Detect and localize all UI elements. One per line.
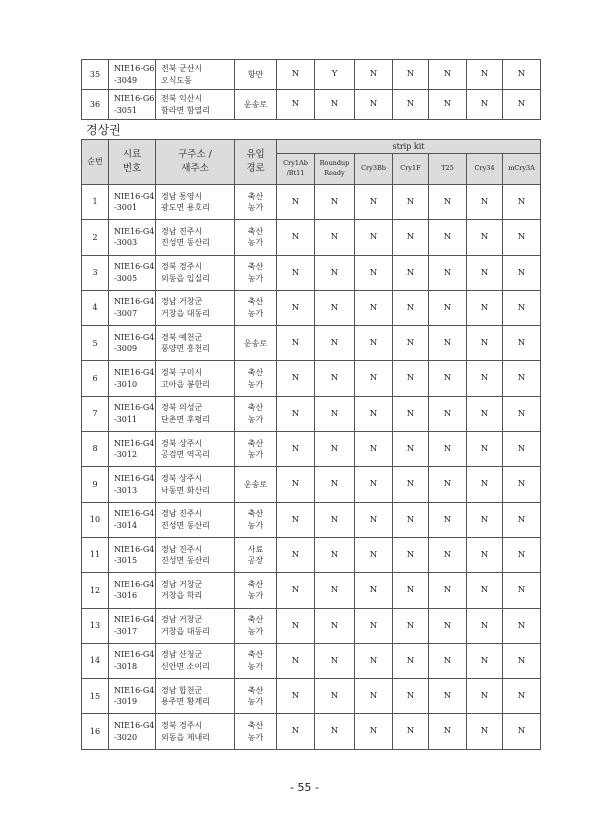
row-number: 7	[82, 396, 109, 431]
address: 경남 진주시 진성면 동산리	[156, 537, 235, 572]
result-cell: N	[429, 643, 467, 678]
result-cell: N	[467, 432, 503, 467]
inflow-route: 운송로	[235, 467, 277, 502]
result-cell: N	[355, 467, 393, 502]
address: 경남 거창군 거창읍 학리	[156, 573, 235, 608]
sample-id: NIE16-G6 -3051	[109, 90, 156, 120]
result-cell: Y	[315, 60, 355, 90]
result-cell: N	[503, 185, 541, 220]
inflow-route: 항만	[235, 60, 277, 90]
result-cell: N	[503, 679, 541, 714]
result-cell: N	[315, 361, 355, 396]
header-kit: Roundup Ready	[315, 154, 355, 185]
result-cell: N	[355, 432, 393, 467]
result-cell: N	[503, 290, 541, 325]
result-cell: N	[393, 537, 429, 572]
table-row	[82, 679, 541, 714]
row-number: 9	[82, 467, 109, 502]
result-cell: N	[467, 220, 503, 255]
inflow-route: 축산 농가	[235, 361, 277, 396]
sample-id: NIE16-G4 -3019	[109, 679, 156, 714]
result-cell: N	[503, 573, 541, 608]
result-cell: N	[277, 185, 315, 220]
inflow-route: 축산 농가	[235, 608, 277, 643]
result-cell: N	[315, 326, 355, 361]
result-cell: N	[315, 396, 355, 431]
result-cell: N	[467, 573, 503, 608]
table-row	[82, 361, 541, 396]
result-cell: N	[429, 573, 467, 608]
result-cell: N	[467, 326, 503, 361]
row-number: 16	[82, 714, 109, 749]
result-cell: N	[467, 502, 503, 537]
table-row	[82, 220, 541, 255]
result-cell: N	[355, 290, 393, 325]
result-cell: N	[393, 643, 429, 678]
table-row	[82, 60, 541, 90]
row-number: 6	[82, 361, 109, 396]
result-cell: N	[315, 185, 355, 220]
result-cell: N	[277, 90, 315, 120]
result-cell: N	[429, 537, 467, 572]
result-cell: N	[393, 185, 429, 220]
result-cell: N	[277, 573, 315, 608]
result-cell: N	[393, 679, 429, 714]
table-row	[82, 643, 541, 678]
result-cell: N	[277, 60, 315, 90]
result-cell: N	[429, 396, 467, 431]
row-number: 8	[82, 432, 109, 467]
result-cell: N	[503, 608, 541, 643]
address: 경남 진주시 진성면 동산리	[156, 220, 235, 255]
result-cell: N	[393, 60, 429, 90]
top-results-table	[81, 59, 541, 120]
inflow-route: 축산 농가	[235, 643, 277, 678]
result-cell: N	[467, 361, 503, 396]
sample-id: NIE16-G4 -3015	[109, 537, 156, 572]
result-cell: N	[503, 714, 541, 749]
result-cell: N	[429, 361, 467, 396]
result-cell: N	[429, 185, 467, 220]
table-row	[82, 537, 541, 572]
result-cell: N	[467, 537, 503, 572]
result-cell: N	[277, 643, 315, 678]
result-cell: N	[355, 60, 393, 90]
result-cell: N	[467, 467, 503, 502]
address: 경남 거창군 거창읍 대동리	[156, 290, 235, 325]
result-cell: N	[393, 255, 429, 290]
inflow-route: 사료 공장	[235, 537, 277, 572]
result-cell: N	[467, 714, 503, 749]
address: 경남 진주시 진성면 동산리	[156, 502, 235, 537]
inflow-route: 축산 농가	[235, 396, 277, 431]
header-kit: Cry3Bb	[355, 154, 393, 185]
result-cell: N	[277, 255, 315, 290]
row-number: 3	[82, 255, 109, 290]
result-cell: N	[315, 220, 355, 255]
result-cell: N	[315, 573, 355, 608]
result-cell: N	[503, 361, 541, 396]
row-number: 35	[82, 60, 109, 90]
result-cell: N	[355, 185, 393, 220]
result-cell: N	[355, 255, 393, 290]
result-cell: N	[315, 643, 355, 678]
address: 경북 상주시 공검면 역곡리	[156, 432, 235, 467]
result-cell: N	[503, 60, 541, 90]
result-cell: N	[429, 60, 467, 90]
result-cell: N	[277, 714, 315, 749]
header-sample-id: 시료 번호	[109, 140, 156, 185]
result-cell: N	[315, 714, 355, 749]
inflow-route: 축산 농가	[235, 220, 277, 255]
result-cell: N	[429, 608, 467, 643]
result-cell: N	[393, 90, 429, 120]
inflow-route: 축산 농가	[235, 255, 277, 290]
result-cell: N	[393, 396, 429, 431]
header-kit: mCry3A	[503, 154, 541, 185]
result-cell: N	[393, 714, 429, 749]
table-row	[82, 467, 541, 502]
result-cell: N	[393, 432, 429, 467]
result-cell: N	[355, 326, 393, 361]
table-row	[82, 185, 541, 220]
page-number: - 55 -	[290, 781, 319, 794]
result-cell: N	[277, 502, 315, 537]
header-strip-kit: strip kit	[277, 140, 541, 154]
table-row	[82, 255, 541, 290]
result-cell: N	[467, 255, 503, 290]
table-row	[82, 432, 541, 467]
result-cell: N	[393, 502, 429, 537]
row-number: 2	[82, 220, 109, 255]
result-cell: N	[355, 220, 393, 255]
result-cell: N	[355, 608, 393, 643]
inflow-route: 운송로	[235, 326, 277, 361]
sample-id: NIE16-G4 -3003	[109, 220, 156, 255]
inflow-route: 운송로	[235, 90, 277, 120]
result-cell: N	[393, 326, 429, 361]
sample-id: NIE16-G4 -3010	[109, 361, 156, 396]
result-cell: N	[393, 290, 429, 325]
table-row	[82, 326, 541, 361]
result-cell: N	[503, 326, 541, 361]
sample-id: NIE16-G4 -3012	[109, 432, 156, 467]
result-cell: N	[315, 467, 355, 502]
row-number: 11	[82, 537, 109, 572]
row-number: 1	[82, 185, 109, 220]
result-cell: N	[355, 396, 393, 431]
result-cell: N	[277, 220, 315, 255]
address: 경남 산청군 신안면 소이리	[156, 643, 235, 678]
result-cell: N	[467, 60, 503, 90]
result-cell: N	[277, 467, 315, 502]
result-cell: N	[393, 573, 429, 608]
table-row	[82, 573, 541, 608]
header-kit: Cry34	[467, 154, 503, 185]
result-cell: N	[429, 90, 467, 120]
header-kit: Cry1Ab /Bt11	[277, 154, 315, 185]
result-cell: N	[355, 679, 393, 714]
result-cell: N	[393, 608, 429, 643]
result-cell: N	[503, 220, 541, 255]
address: 경북 상주시 낙동면 화산리	[156, 467, 235, 502]
result-cell: N	[393, 220, 429, 255]
table-row	[82, 502, 541, 537]
table-row	[82, 396, 541, 431]
result-cell: N	[315, 432, 355, 467]
row-number: 10	[82, 502, 109, 537]
inflow-route: 축산 농가	[235, 432, 277, 467]
address: 경북 예천군 풍양면 흥천리	[156, 326, 235, 361]
sample-id: NIE16-G4 -3005	[109, 255, 156, 290]
result-cell: N	[277, 326, 315, 361]
result-cell: N	[277, 679, 315, 714]
result-cell: N	[467, 290, 503, 325]
result-cell: N	[355, 90, 393, 120]
result-cell: N	[467, 396, 503, 431]
address: 경북 의성군 단촌면 후평리	[156, 396, 235, 431]
sample-id: NIE16-G4 -3011	[109, 396, 156, 431]
table-row	[82, 290, 541, 325]
result-cell: N	[315, 255, 355, 290]
result-cell: N	[503, 90, 541, 120]
result-cell: N	[315, 537, 355, 572]
result-cell: N	[467, 679, 503, 714]
result-cell: N	[355, 502, 393, 537]
gyeongsang-results-table	[81, 139, 541, 750]
result-cell: N	[429, 502, 467, 537]
result-cell: N	[429, 255, 467, 290]
result-cell: N	[277, 537, 315, 572]
result-cell: N	[429, 290, 467, 325]
header-route: 유입 경로	[235, 140, 277, 185]
result-cell: N	[355, 573, 393, 608]
header-address: 구주소 / 새주소	[156, 140, 235, 185]
sample-id: NIE16-G4 -3007	[109, 290, 156, 325]
inflow-route: 축산 농가	[235, 573, 277, 608]
result-cell: N	[315, 679, 355, 714]
result-cell: N	[277, 396, 315, 431]
table-row	[82, 90, 541, 120]
inflow-route: 축산 농가	[235, 502, 277, 537]
table-row	[82, 608, 541, 643]
result-cell: N	[503, 467, 541, 502]
result-cell: N	[429, 432, 467, 467]
sample-id: NIE16-G4 -3018	[109, 643, 156, 678]
result-cell: N	[277, 361, 315, 396]
result-cell: N	[503, 643, 541, 678]
result-cell: N	[503, 502, 541, 537]
result-cell: N	[429, 679, 467, 714]
result-cell: N	[277, 290, 315, 325]
address: 경남 합천군 용주면 황계리	[156, 679, 235, 714]
sample-id: NIE16-G4 -3020	[109, 714, 156, 749]
result-cell: N	[429, 714, 467, 749]
row-number: 15	[82, 679, 109, 714]
result-cell: N	[467, 185, 503, 220]
header-kit: T25	[429, 154, 467, 185]
address: 경남 통영시 광도면 용호리	[156, 185, 235, 220]
inflow-route: 축산 농가	[235, 185, 277, 220]
result-cell: N	[467, 90, 503, 120]
header-kit: Cry1F	[393, 154, 429, 185]
address: 경북 경주시 외동읍 제내리	[156, 714, 235, 749]
result-cell: N	[315, 502, 355, 537]
address: 전북 군산시 오식도동	[156, 60, 235, 90]
table-row	[82, 714, 541, 749]
result-cell: N	[503, 537, 541, 572]
sample-id: NIE16-G4 -3001	[109, 185, 156, 220]
sample-id: NIE16-G6 -3049	[109, 60, 156, 90]
result-cell: N	[393, 361, 429, 396]
address: 경북 구미시 고아읍 봉한리	[156, 361, 235, 396]
header-no: 순번	[82, 140, 109, 185]
sample-id: NIE16-G4 -3014	[109, 502, 156, 537]
result-cell: N	[429, 326, 467, 361]
result-cell: N	[355, 537, 393, 572]
row-number: 13	[82, 608, 109, 643]
result-cell: N	[429, 467, 467, 502]
result-cell: N	[315, 608, 355, 643]
result-cell: N	[355, 714, 393, 749]
inflow-route: 축산 농가	[235, 714, 277, 749]
result-cell: N	[393, 467, 429, 502]
section-title: 경상권	[86, 123, 121, 137]
address: 경북 경주시 외동읍 입실리	[156, 255, 235, 290]
sample-id: NIE16-G4 -3016	[109, 573, 156, 608]
address: 전북 익산시 함라면 함열리	[156, 90, 235, 120]
result-cell: N	[503, 255, 541, 290]
result-cell: N	[467, 608, 503, 643]
row-number: 4	[82, 290, 109, 325]
result-cell: N	[429, 220, 467, 255]
result-cell: N	[315, 290, 355, 325]
result-cell: N	[467, 643, 503, 678]
row-number: 12	[82, 573, 109, 608]
row-number: 5	[82, 326, 109, 361]
result-cell: N	[355, 643, 393, 678]
sample-id: NIE16-G4 -3017	[109, 608, 156, 643]
inflow-route: 축산 농가	[235, 679, 277, 714]
result-cell: N	[315, 90, 355, 120]
result-cell: N	[503, 396, 541, 431]
header-row-top	[82, 140, 541, 154]
address: 경남 거창군 거창읍 대동리	[156, 608, 235, 643]
result-cell: N	[355, 361, 393, 396]
result-cell: N	[277, 432, 315, 467]
row-number: 14	[82, 643, 109, 678]
inflow-route: 축산 농가	[235, 290, 277, 325]
sample-id: NIE16-G4 -3013	[109, 467, 156, 502]
sample-id: NIE16-G4 -3009	[109, 326, 156, 361]
result-cell: N	[277, 608, 315, 643]
result-cell: N	[503, 432, 541, 467]
row-number: 36	[82, 90, 109, 120]
